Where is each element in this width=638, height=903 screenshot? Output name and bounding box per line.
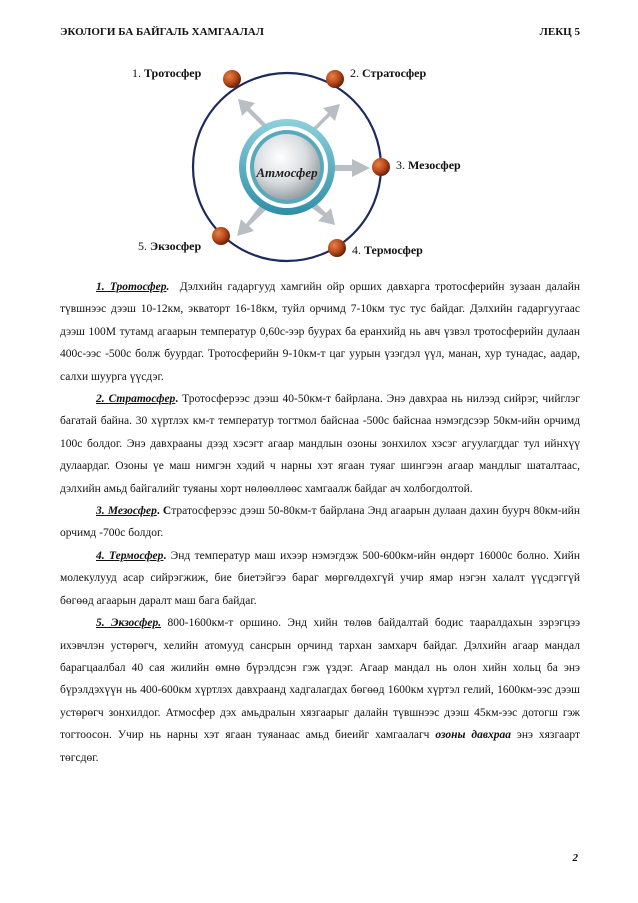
- paragraph-thermosphere: 4. Термосфер. Энд температур маш ихээр нэмэгдэж 500-600км-ийн өндөрт 16000с болно. Хийн молекулууд асар сийрэгжиж, бие биетэйгээ бараг мөргөлдөхгүй учир ямар нэгэн халалт үүсдэггүй бөгөөд агаарын даралт маш бага байдаг.: [60, 549, 580, 607]
- layer-2-ball: [326, 70, 344, 88]
- paragraph-troposphere: 1. Тротосфер. Дэлхийн гадаргууд хамгийн ойр орших давхарга тротосферийн зузаан далайн түвшнээс дээш 10-12км, экваторт 16-18км, туйл орчимд 7-10км тус тус байдаг. Дэлхийн гадаргуугаас дээш 100М тутамд агаарын температур 0,60с-ээр буурах ба еранхийд нь авч үзвэл тротосферийн дулаан 400с-ээс -500с болж буурдаг. Тротосферийн 9-10км-т цаг уурын үзэгдэл үүл, манан, хур тунадас, аадар, салхи шуурга үүсдэг.: [60, 281, 581, 383]
- atmosphere-diagram: [0, 50, 638, 270]
- paragraph-text: Дэлхийн гадаргууд хамгийн ойр орших давхарга тротосферийн зузаан далайн түвшнээс дээш 10-12км, экваторт 16-18км, туйл орчимд 7-10км тус тус байдаг. Дэлхийн гадаргуугаас дээш 100М тутамд агаарын температур 0,60с-ээр буурах ба еранхийд нь авч үзвэл тротосферийн дулаан 400с-ээс -500с болж буурдаг. Тротосферийн 9-10км-т цаг уурын үзэгдэл үүл, манан, хур тунадас, аадар, салхи шуурга үүсдэг.: [60, 281, 581, 383]
- diagram-svg: [0, 50, 638, 270]
- section-title: 2. Стратосфер: [96, 393, 176, 406]
- emphasis-ozone: озоны давхраа: [435, 729, 511, 742]
- paragraph-exosphere: 5. Экзосфер. 800-1600км-т оршино. Энд хийн төлөв байдалтай бодис тааралдахын зэрэгцээ ихэвчлэн устөрөгч, хелийн атомууд сансрын орчинд тархан замхарч байдаг. Дэлхийн агаар мандал барагцаалбал 40 сая жилийн өмнө бүрэлдсэн гэж үздэг. Агаар мандал нь олон хийн хольц ба энэ бүрэлдэхүүн нь 400-600км хүртлэх давхраанд хадгалагдах бөгөөд 1600км хүртэл гелий, 1600км-ээс дээш устөрөгч зонхилдог. Атмосфер дэх амьдралын хязгаарыг далайн түвшнээс дээш 45км-ээс дотогш гэж тогтоосон. Учир нь нарны хэт ягаан туяанаас амьд биеийг хамгаалагч озоны давхраа энэ хязгаарт төгсдөг.: [60, 617, 581, 764]
- layer-3-ball: [372, 158, 390, 176]
- layer-4-label: 4. Термосфер: [352, 243, 423, 257]
- paragraph-text: 800-1600км-т оршино. Энд хийн төлөв байдалтай бодис тааралдахын зэрэгцээ ихэвчлэн устөрөгч, хелийн атомууд сансрын орчинд тархан замхарч байдаг. Дэлхийн агаар мандал барагцаалбал 40 сая жилийн өмнө бүрэлдсэн гэж үздэг. Агаар мандал нь олон хийн хольц ба энэ бүрэлдэхүүн нь 400-600км хүртлэх давхраанд хадгалагдах бөгөөд 1600км хүртэл гелий, 1600км-ээс дээш устөрөгч зонхилдог. Атмосфер дэх амьдралын хязгаарыг далайн түвшнээс дээш 45км-ээс дотогш гэж тогтоосон. Учир нь нарны хэт ягаан туяанаас амьд биеийг хамгаалагч: [60, 617, 580, 742]
- paragraph-text: тратосферээс дээш 50-80км-т байрлана Энд агаарын дулаан дахин буурч 80км-ийн орчимд -700с болдог.: [60, 505, 580, 540]
- layer-3-label: 3. Мезосфер: [396, 158, 461, 172]
- course-title: ЭКОЛОГИ БА БАЙГАЛЬ ХАМГААЛАЛ: [60, 26, 264, 38]
- layer-5-label: 5. Экзосфер: [138, 239, 202, 253]
- lecture-number: ЛЕКЦ 5: [539, 26, 580, 38]
- layer-1-ball: [223, 70, 241, 88]
- lecture-body: [60, 276, 580, 769]
- layer-5-ball: [212, 227, 230, 245]
- section-title: 1. Тротосфер: [96, 281, 167, 293]
- section-title: 5. Экзосфер.: [96, 617, 162, 630]
- layer-2-label: 2. Стратосфер: [350, 66, 427, 80]
- paragraph-stratosphere: 2. Стратосфер. Тротосферээс дээш 40-50км-т байрлана. Энэ давхраа нь нилээд сийрэг, чийглэг багатай байна. 30 хүртлэх км-т температур тогтмол байснаа -500с байснаа нэмэгдсээр 50км-ийн орчимд 100с болдог. Энэ давхрааны дээд хэсэгт агаар мандлын озоны зонхилох хэсэг агуулагддаг тул ийнхүү дулаардаг. Озоны үе маш нимгэн хэдий ч нарны хэт ягаан туяаг шингээн агаар мандлыг шаталтаас, дэлхийн амьд байгалийг туяаны хорт нөлөөллөөс хамгаалж байдаг ач холбогдолтой.: [60, 393, 581, 495]
- paragraph-text: Тротосферээс дээш 40-50км-т байрлана. Энэ давхраа нь нилээд сийрэг, чийглэг багатай байна. 30 хүртлэх км-т температур тогтмол байснаа -500с байснаа нэмэгдсээр 50км-ийн орчимд 100с болдог. Энэ давхрааны дээд хэсэгт агаар мандлын озоны зонхилох хэсэг агуулагддаг тул ийнхүү дулаардаг. Озоны үе маш нимгэн хэдий ч нарны хэт ягаан туяаг шингээн агаар мандлыг шаталтаас, дэлхийн амьд байгалийг туяаны хорт нөлөөллөөс хамгаалж байдаг ач холбогдолтой.: [60, 393, 581, 495]
- section-title: 3. Мезосфер: [96, 505, 157, 518]
- section-title: 4. Термосфер: [96, 549, 164, 562]
- layer-1-label: 1. Тротосфер: [132, 66, 202, 80]
- layer-4-ball: [328, 239, 346, 257]
- page-header: [60, 26, 580, 42]
- paragraph-text: Энд температур маш ихээр нэмэгдэж 500-600км-ийн өндөрт 16000с болно. Хийн молекулууд асар сийрэгжиж, бие биетэйгээ бараг мөргөлдөхгүй учир ямар нэгэн халалт үүсдэггүй бөгөөд агаарын даралт маш бага байдаг.: [60, 549, 580, 607]
- paragraph-mesosphere: 3. Мезосфер. Стратосферээс дээш 50-80км-т байрлана Энд агаарын дулаан дахин буурч 80км-ийн орчимд -700с болдог.: [60, 505, 580, 540]
- center-label: Атмосфер: [256, 165, 318, 180]
- page-number: 2: [572, 852, 578, 864]
